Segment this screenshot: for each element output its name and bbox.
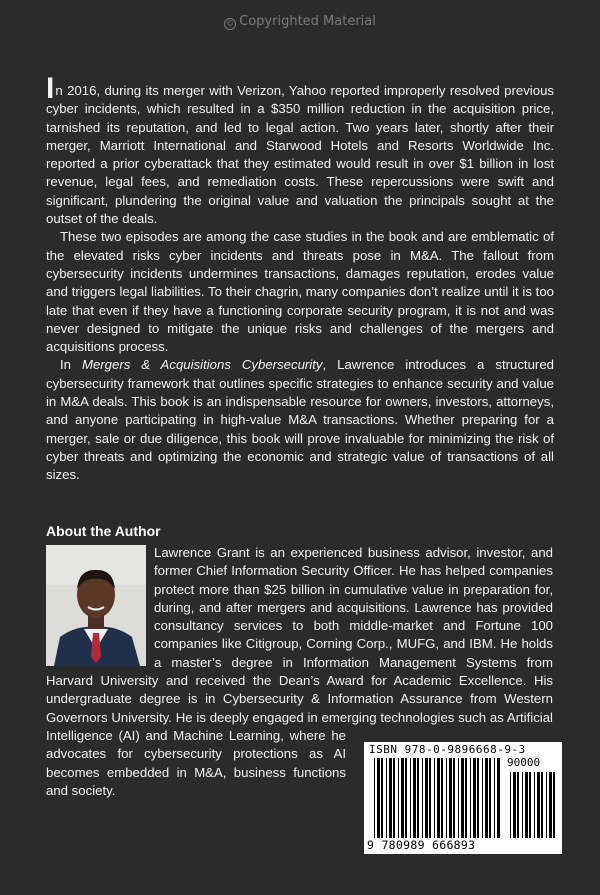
isbn-label: ISBN 978-0-9896668-9-3 [369, 743, 526, 756]
blurb-paragraph-3: In Mergers & Acquisitions Cybersecurity, Lawrence introduces a structured cybersecurity framework that outlines specific strategies to enhance security and value in M&A deals. This book is an indispensable resource for owners, investors, attorneys, and anyone participating in high-value M&A transactions. Whether preparing for a merger, sale or due diligence, this book will prove invaluable for minimizing the risk of cyber threats and optimizing the economic and strategic value of transactions of all sizes. [46, 357, 554, 483]
price-code: 90000 [507, 756, 541, 769]
back-cover-blurb [46, 72, 554, 485]
blurb-paragraph-2: These two episodes are among the case studies in the book and are emblematic of the elevated risks cyber incidents and threats pose in M&A. The fallout from cybersecurity incidents undermines transactions, damages reputation, erodes value and triggers legal liabilities. To their chagrin, many companies don’t realize until it is too late that even if they have a functioning corporate security program, it is not and was never designed to mitigate the unique risks and challenges of the mergers and acquisitions process. [46, 229, 554, 355]
blurb-paragraph-1: In 2016, during its merger with Verizon, Yahoo reported improperly resolved previous cyber incidents, which resulted in a $350 million reduction in the acquisition price, tarnished its reputation, and led to legal action. Two years later, shortly after their merger, Marriott International and Starwood Hotels and Resorts Worldwide Inc. reported a prior cyberattack that they estimated would result in over $1 billion in lost revenue, legal fees, and remediation costs. These repercussions were swift and significant, plundering the original value and valuation the principals sought at the outset of the deals. [46, 72, 554, 227]
isbn-barcode [364, 742, 562, 854]
photo-spacer [46, 544, 154, 670]
copyright-icon: © [226, 19, 235, 28]
about-author-heading: About the Author [46, 523, 161, 539]
book-title: Mergers & Acquisitions Cybersecurity [81, 357, 323, 373]
drop-cap: I [46, 72, 55, 105]
watermark-text: Copyrighted Material [239, 14, 376, 29]
copyright-watermark [0, 14, 600, 30]
barcode-spacer-top [553, 544, 554, 744]
barcode-digits: 9 780989 666893 [367, 838, 476, 852]
author-bio-text: Lawrence Grant is an experienced business advisor, investor, and former Chief Information Security Officer. He has helped companies protect more than $25 billion in cumulative value in preparation for, during, and after mergers and acquisitions. Lawrence has provided consultancy services to both middle-market and Fortune 100 companies like Citigroup, Corning Corp., MUFG, and IBM. He holds a master’s degree in Information Management Systems from Harvard University and received the Dean’s Award for Academic Excellence. His undergraduate degree is in Cybersecurity & Information Assurance from Western Governors University. He is deeply engaged in emerging technologies such as Artificial Intelligence (AI) and Machine Learning, where he advocates for cybersecurity protections as AI becomes embedded in M&A, business functions and society. [46, 545, 553, 798]
